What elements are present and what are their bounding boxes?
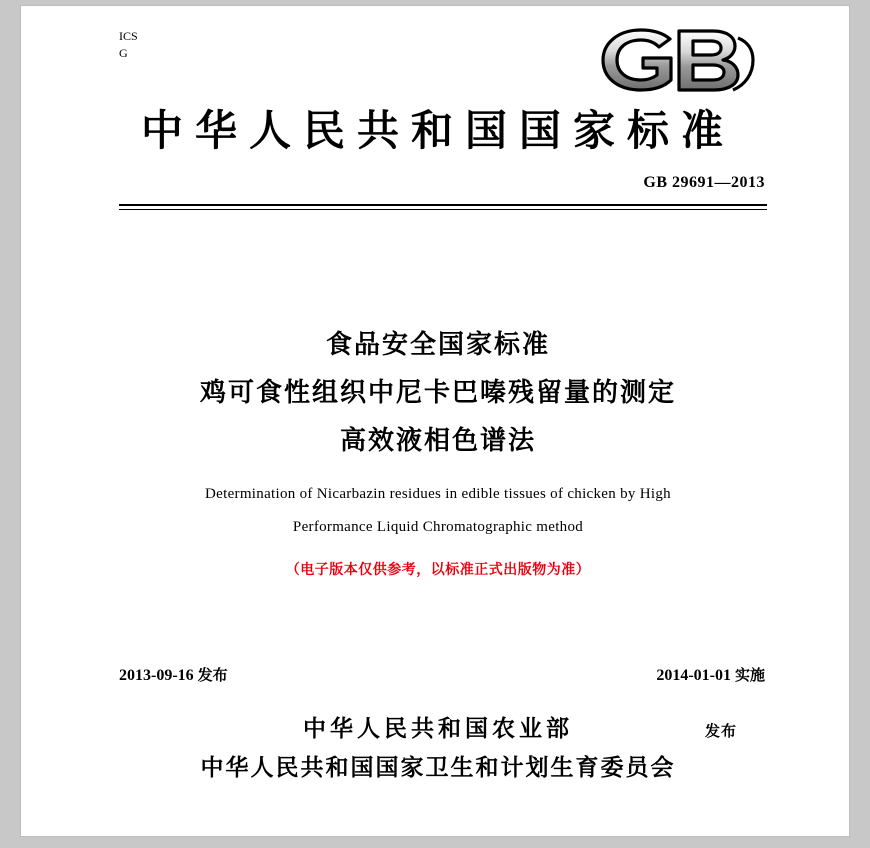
implement-date — [656, 664, 765, 685]
page-title: 中华人民共和国国家标准 — [140, 106, 735, 155]
issuer-block — [89, 710, 787, 782]
chinese-title-line-2: 鸡可食性组织中尼卡巴嗪残留量的测定 — [199, 378, 676, 408]
english-title-line-1: Determination of Nicarbazin residues in edible tissues of chicken by High — [205, 486, 671, 502]
standard-number: GB 29691—2013 — [643, 174, 765, 191]
issue-date-value: 2013-09-16 — [119, 667, 194, 684]
issuer-line-1: 中华人民共和国农业部 — [303, 716, 573, 742]
chinese-title-line-3: 高效液相色谱法 — [339, 426, 536, 456]
standard-cover-page — [21, 6, 849, 836]
publish-label: 发布 — [704, 722, 737, 740]
implement-date-value: 2014-01-01 — [656, 667, 731, 684]
page-content — [89, 6, 787, 836]
issue-date — [119, 664, 228, 685]
chinese-title-line-1: 食品安全国家标准 — [325, 330, 550, 360]
gb-national-standard-logo-icon — [593, 24, 761, 96]
issue-date-label: 发布 — [197, 666, 228, 684]
implement-date-label: 实施 — [734, 666, 765, 684]
ics-block — [119, 28, 138, 62]
header-divider-thin — [119, 209, 767, 210]
ics-class-code: G — [119, 46, 128, 60]
date-row — [119, 664, 765, 685]
ics-label: ICS — [119, 29, 138, 43]
header-divider-thick — [119, 204, 767, 206]
english-title-line-2: Performance Liquid Chromatographic method — [292, 519, 584, 535]
issuer-line-2: 中华人民共和国国家卫生和计划生育委员会 — [200, 755, 676, 781]
electronic-version-notice: （电子版本仅供参考，以标准正式出版物为准） — [285, 562, 591, 578]
